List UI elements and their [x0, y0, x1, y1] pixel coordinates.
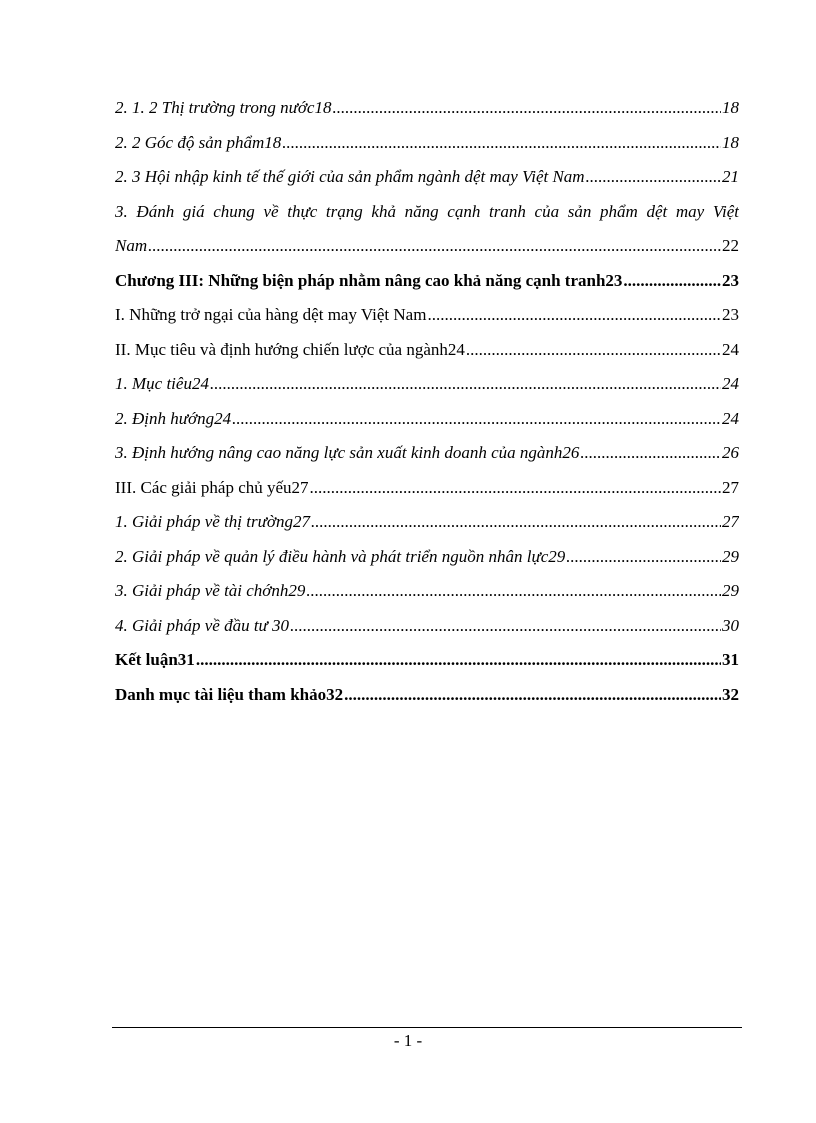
toc-entry-page: 27 [722, 477, 739, 497]
toc-leader-dots [311, 512, 721, 532]
toc-entry[interactable] [115, 478, 739, 498]
toc-leader-dots [566, 547, 721, 567]
toc-entry-page: 24 [722, 339, 739, 359]
toc-entry-page: 18 [722, 132, 739, 152]
toc-leader-dots [210, 374, 721, 394]
toc-entry[interactable] [115, 98, 739, 118]
toc-entry[interactable] [115, 616, 739, 636]
toc-entry-page: 29 [722, 581, 739, 600]
toc-leader-dots [580, 443, 721, 463]
toc-leader-dots [232, 409, 721, 429]
toc-entry[interactable] [115, 443, 739, 463]
toc-entry[interactable] [115, 340, 739, 360]
toc-entry[interactable] [115, 133, 739, 153]
toc-leader-dots [623, 271, 721, 291]
toc-entry-page: 31 [722, 650, 739, 669]
toc-leader-dots [310, 478, 721, 498]
toc-entry-page: 22 [722, 236, 739, 255]
toc-entry-title-line2: Nam [115, 236, 148, 255]
toc-leader-dots [290, 616, 721, 636]
toc-entry-title: 2. 3 Hội nhập kinh tế thế giới của sản phẩm ngành dệt may Việt Nam [115, 167, 585, 186]
toc-entry-page: 21 [722, 167, 739, 186]
toc-entry[interactable] [115, 512, 739, 532]
toc-leader-dots [586, 167, 721, 187]
toc-entry-title: 3. Định hướng nâng cao năng lực sản xuất kinh doanh của ngành26 [115, 443, 580, 462]
toc-entry-title: 2. 2 Góc độ sản phẩm18 [115, 132, 282, 152]
toc-entry-title: 1. Giải pháp về thị trường27 [115, 512, 310, 531]
toc-entry-title: 2. Giải pháp về quản lý điều hành và phát triển nguồn nhân lực29 [115, 546, 566, 566]
toc-entry-page: 23 [722, 305, 739, 324]
toc-leader-dots [196, 650, 721, 670]
toc-entry-page: 24 [722, 374, 739, 393]
toc-entry-title: I. Những trở ngại của hàng dệt may Việt Nam [115, 305, 427, 324]
toc-chapter-entry[interactable] [115, 271, 739, 291]
toc-entry[interactable] [115, 409, 739, 429]
toc-entry[interactable] [115, 167, 739, 187]
toc-entry[interactable] [115, 547, 739, 567]
toc-entry-title: 3. Giải pháp về tài chớnh29 [115, 581, 306, 600]
toc-entry[interactable] [115, 581, 739, 601]
toc-entry-title: 4. Giải pháp về đầu tư 30 [115, 615, 290, 635]
toc-entry-page: 24 [722, 408, 739, 428]
toc-entry-title: Chương III: Những biện pháp nhằm nâng cao khả năng cạnh tranh23 [115, 270, 623, 290]
table-of-contents [115, 98, 739, 719]
toc-entry-page: 26 [722, 443, 739, 462]
toc-entry-title: Kết luận31 [115, 650, 195, 669]
toc-entry-title: III. Các giải pháp chủ yếu27 [115, 477, 309, 497]
toc-chapter-entry[interactable] [115, 685, 739, 705]
toc-leader-dots [427, 305, 721, 325]
toc-entry-page: 23 [722, 270, 739, 290]
toc-entry-title: Danh mục tài liệu tham khảo32 [115, 684, 344, 704]
toc-entry-title: 2. 1. 2 Thị trường trong nước18 [115, 98, 332, 117]
toc-entry-title: 1. Mục tiêu24 [115, 374, 209, 393]
toc-entry-page: 30 [722, 615, 739, 635]
toc-entry-page: 27 [722, 512, 739, 531]
toc-entry-title: II. Mục tiêu và định hướng chiến lược của ngành24 [115, 339, 465, 359]
page-number: - 1 - [393, 1031, 423, 1050]
toc-entry[interactable] [115, 374, 739, 394]
toc-leader-dots [344, 685, 721, 705]
toc-entry-page: 18 [722, 98, 739, 117]
footer-divider [112, 1027, 742, 1028]
toc-leader-dots [306, 581, 721, 601]
toc-leader-dots [466, 340, 721, 360]
toc-chapter-entry[interactable] [115, 650, 739, 670]
toc-entry-title: 2. Định hướng24 [115, 408, 232, 428]
toc-leader-dots [332, 98, 721, 118]
toc-leader-dots [148, 236, 721, 256]
toc-entry[interactable] [115, 305, 739, 325]
toc-entry-page: 32 [722, 684, 739, 704]
toc-entry-wrapped[interactable] [115, 202, 739, 257]
toc-entry-title-line1: 3. Đánh giá chung về thực trạng khả năng cạnh tranh của sản phẩm dệt may Việt [115, 201, 739, 221]
toc-entry-page: 29 [722, 546, 739, 566]
toc-leader-dots [282, 133, 721, 153]
